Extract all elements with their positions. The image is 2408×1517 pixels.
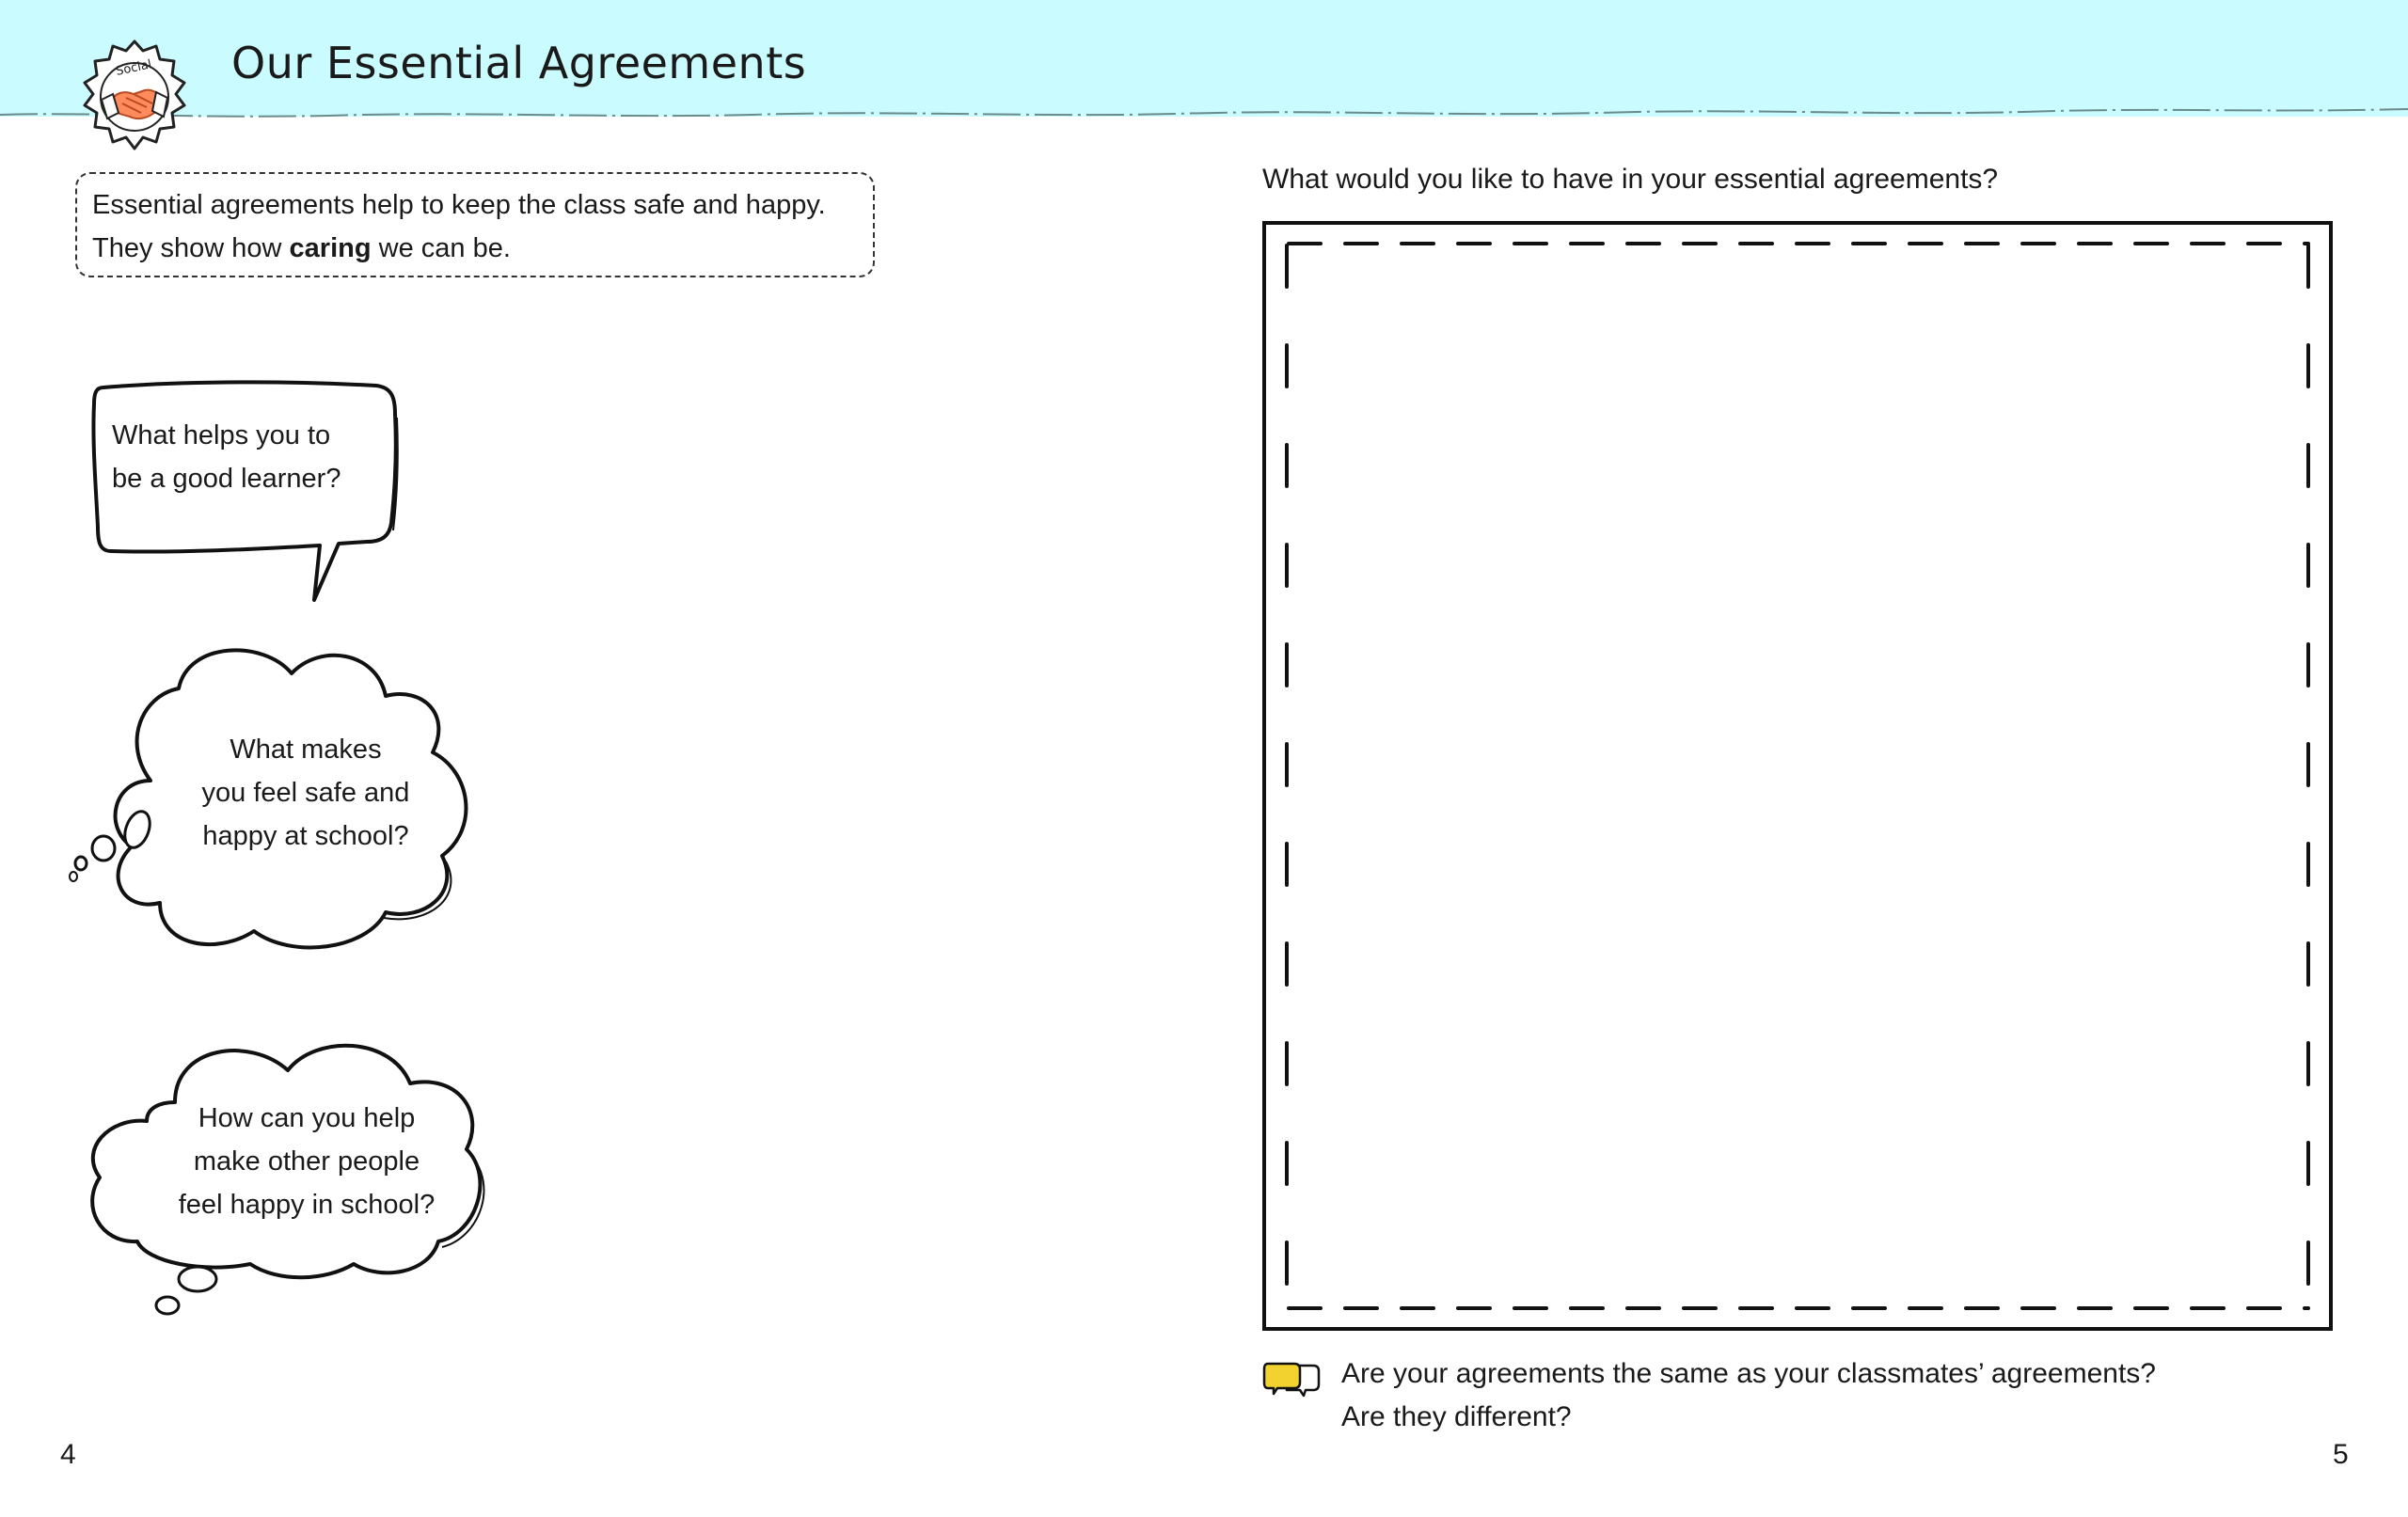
intro-line-1: Essential agreements help to keep the class safe and happy. (92, 190, 826, 220)
social-badge (75, 38, 194, 156)
prompt-question: What would you like to have in your essential agreements? (1262, 164, 1999, 195)
bubble-3-line-1: How can you help (198, 1103, 416, 1133)
discussion-text (1341, 1352, 2156, 1439)
discussion-line-1: Are your agreements the same as your classmates’ agreements? (1341, 1358, 2156, 1389)
intro-line-2-start: They show how (92, 233, 290, 263)
speech-bubbles-icon (1262, 1362, 1323, 1399)
handshake-icon (102, 90, 167, 119)
intro-line-2 (92, 227, 858, 270)
intro-line-2-end: we can be. (371, 233, 511, 263)
bubble-2-line-1: What makes (230, 735, 382, 765)
page-number-left: 4 (60, 1439, 76, 1470)
bubble-2-line-2: you feel safe and (201, 778, 410, 808)
intro-box (75, 172, 875, 277)
header-torn-edge (0, 103, 2408, 126)
discussion-line-2: Are they different? (1341, 1401, 1572, 1432)
thought-bubble-text (188, 728, 423, 858)
bubble-3-line-3: feel happy in school? (178, 1190, 436, 1220)
bubble-1-line-2: be a good learner? (112, 464, 341, 494)
page-title: Our Essential Agreements (231, 38, 807, 88)
thought-bubble-text (156, 1097, 457, 1226)
answer-box[interactable] (1262, 221, 2333, 1331)
page-number-right: 5 (2333, 1439, 2349, 1470)
intro-bold-word: caring (289, 233, 372, 263)
badge-label: Social (114, 57, 153, 79)
bubble-2-line-3: happy at school? (202, 821, 409, 851)
bubble-3-line-2: make other people (193, 1146, 420, 1177)
bubble-1-line-1: What helps you to (112, 420, 331, 450)
speech-bubble-text (112, 414, 341, 500)
